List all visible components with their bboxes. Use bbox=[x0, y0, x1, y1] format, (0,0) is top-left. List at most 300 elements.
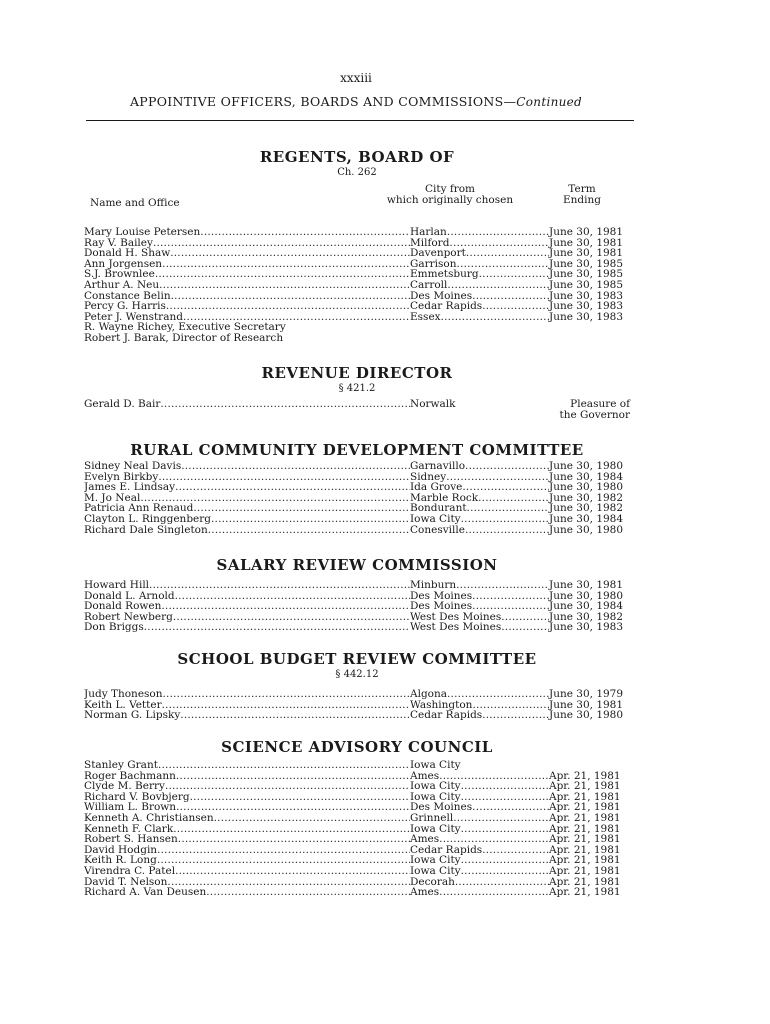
leader-dots bbox=[176, 771, 410, 782]
leader-dots bbox=[153, 238, 410, 249]
member-name: Richard Dale Singleton bbox=[84, 524, 208, 536]
member-city-cell bbox=[410, 312, 549, 323]
leader-dots bbox=[447, 689, 549, 700]
leader-dots bbox=[439, 887, 549, 898]
section-science-advisory bbox=[84, 738, 630, 898]
member-city-cell bbox=[410, 689, 549, 700]
member-term: June 30, 1981 bbox=[549, 698, 624, 711]
leader-dots bbox=[472, 591, 549, 602]
member-list bbox=[84, 760, 630, 898]
member-term: Apr. 21, 1981 bbox=[549, 875, 621, 888]
leader-dots bbox=[441, 312, 549, 323]
member-city: Ames bbox=[410, 834, 440, 845]
member-name-cell bbox=[84, 493, 410, 504]
member-city: Iowa City bbox=[410, 513, 461, 525]
member-name-cell bbox=[84, 248, 410, 259]
member-term: Apr. 21, 1981 bbox=[549, 769, 621, 782]
leader-dots bbox=[462, 482, 549, 493]
member-city-cell bbox=[410, 622, 549, 633]
member-city: Iowa City bbox=[410, 855, 461, 866]
member-term: Apr. 21, 1981 bbox=[549, 801, 621, 814]
member-city-cell bbox=[410, 525, 549, 536]
leader-dots bbox=[163, 689, 411, 700]
header-city bbox=[380, 184, 520, 206]
member-term: June 30, 1983 bbox=[549, 289, 624, 302]
member-name-cell bbox=[84, 845, 410, 856]
member-name-cell bbox=[84, 259, 410, 270]
member-name: Gerald D. Bair bbox=[84, 399, 161, 410]
member-term: June 30, 1980 bbox=[549, 460, 624, 472]
member-city-cell bbox=[410, 472, 549, 483]
leader-dots bbox=[165, 781, 410, 792]
member-name: Ray V. Bailey bbox=[84, 237, 153, 249]
leader-dots bbox=[501, 612, 549, 623]
leader-dots bbox=[149, 580, 410, 591]
leader-dots bbox=[472, 802, 549, 813]
member-name-cell bbox=[84, 525, 410, 536]
member-city: Minburn bbox=[410, 580, 457, 591]
member-name-cell bbox=[84, 580, 410, 591]
member-city: Iowa City bbox=[410, 760, 461, 771]
member-row bbox=[84, 399, 554, 410]
leader-dots bbox=[466, 248, 549, 259]
member-name-cell bbox=[84, 834, 410, 845]
member-city-cell bbox=[410, 301, 549, 312]
leader-dots bbox=[155, 269, 410, 280]
member-row bbox=[84, 227, 630, 238]
member-name-cell bbox=[84, 472, 410, 483]
member-term: Apr. 21, 1981 bbox=[549, 780, 621, 793]
member-list bbox=[84, 399, 630, 423]
member-city: West Des Moines bbox=[410, 611, 502, 623]
leader-dots bbox=[160, 399, 410, 410]
term-line2: the Governor bbox=[559, 409, 630, 421]
member-term: June 30, 1985 bbox=[549, 278, 624, 291]
member-city-cell bbox=[410, 591, 549, 602]
member-name: James E. Lindsay bbox=[84, 482, 176, 493]
member-name: Stanley Grant bbox=[84, 760, 158, 771]
leader-dots bbox=[472, 700, 549, 711]
member-term: June 30, 1981 bbox=[549, 236, 624, 249]
header-term bbox=[552, 184, 612, 206]
member-city-cell bbox=[410, 824, 549, 835]
member-name-cell bbox=[84, 280, 410, 291]
member-city-cell bbox=[410, 269, 549, 280]
member-name-cell bbox=[84, 781, 410, 792]
member-name-cell bbox=[84, 514, 410, 525]
leader-dots bbox=[461, 514, 549, 525]
leader-dots bbox=[447, 280, 549, 291]
member-name: David T. Nelson bbox=[84, 876, 168, 888]
section-salary-review bbox=[84, 556, 630, 633]
member-city: Iowa City bbox=[410, 865, 461, 877]
section-title: SCIENCE ADVISORY COUNCIL bbox=[221, 738, 493, 756]
member-city-cell bbox=[410, 700, 549, 711]
section-citation: § 421.2 bbox=[338, 383, 376, 394]
member-row bbox=[84, 514, 630, 525]
member-city-cell bbox=[410, 845, 549, 856]
member-row bbox=[84, 580, 630, 591]
leader-dots bbox=[439, 771, 549, 782]
leader-dots bbox=[453, 813, 549, 824]
member-row bbox=[84, 887, 630, 898]
section-title: RURAL COMMUNITY DEVELOPMENT COMMITTEE bbox=[130, 441, 584, 459]
leader-dots bbox=[472, 601, 549, 612]
member-name: Ann Jorgensen bbox=[84, 258, 163, 270]
leader-dots bbox=[449, 238, 549, 249]
member-city: Essex bbox=[410, 311, 441, 323]
section-title: REGENTS, BOARD OF bbox=[259, 148, 455, 166]
member-name-cell bbox=[84, 399, 410, 410]
member-name: Virendra C. Patel bbox=[84, 865, 176, 877]
member-list bbox=[84, 461, 630, 535]
member-city: Algona bbox=[410, 689, 448, 700]
member-city: Cedar Rapids bbox=[410, 844, 483, 856]
leader-dots bbox=[482, 845, 549, 856]
running-head-text: APPOINTIVE OFFICERS, BOARDS AND COMMISSIONS— bbox=[129, 94, 517, 109]
member-term: Apr. 21, 1981 bbox=[549, 790, 621, 803]
member-city-cell bbox=[410, 227, 549, 238]
member-city-cell bbox=[410, 612, 549, 623]
section-school-budget-review bbox=[84, 650, 630, 721]
leader-dots bbox=[181, 461, 410, 472]
member-city: Davenport bbox=[410, 248, 466, 259]
member-city-cell bbox=[410, 482, 549, 493]
member-name-cell bbox=[84, 771, 410, 782]
member-name-cell bbox=[84, 291, 410, 302]
member-city: Iowa City bbox=[410, 823, 461, 835]
member-city-cell bbox=[410, 781, 549, 792]
leader-dots bbox=[171, 291, 410, 302]
member-name-cell bbox=[84, 601, 410, 612]
section-title: SCHOOL BUDGET REVIEW COMMITTEE bbox=[177, 650, 537, 668]
leader-dots bbox=[465, 525, 549, 536]
member-name: William L. Brown bbox=[84, 802, 177, 813]
member-term: June 30, 1981 bbox=[549, 247, 624, 260]
member-city: Des Moines bbox=[410, 601, 473, 612]
member-term: June 30, 1985 bbox=[549, 257, 624, 270]
member-name: Percy G. Harris bbox=[84, 301, 166, 312]
member-name: Keith L. Vetter bbox=[84, 699, 162, 711]
member-name: Peter J. Wenstrand bbox=[84, 311, 183, 323]
header-term-line1: Term bbox=[568, 183, 596, 195]
staff-list bbox=[84, 322, 630, 343]
member-term: June 30, 1980 bbox=[549, 709, 624, 722]
member-city-cell bbox=[410, 601, 549, 612]
member-name-cell bbox=[84, 710, 410, 721]
member-city: Cedar Rapids bbox=[410, 301, 483, 312]
leader-dots bbox=[214, 813, 410, 824]
leader-dots bbox=[161, 601, 410, 612]
member-city: Washington bbox=[410, 699, 473, 711]
member-city: Conesville bbox=[410, 524, 465, 536]
leader-dots bbox=[479, 269, 549, 280]
member-city-cell bbox=[410, 834, 549, 845]
running-head bbox=[0, 94, 712, 109]
member-city-cell bbox=[410, 866, 549, 877]
member-name: Kenneth A. Christiansen bbox=[84, 812, 214, 824]
member-city: Decorah bbox=[410, 876, 455, 888]
member-name: Patricia Ann Renaud bbox=[84, 503, 194, 514]
member-city-cell bbox=[410, 887, 549, 898]
member-name: Howard Hill bbox=[84, 580, 150, 591]
member-name-cell bbox=[84, 591, 410, 602]
column-headers bbox=[84, 179, 630, 209]
member-city: West Des Moines bbox=[410, 622, 502, 633]
member-name-cell bbox=[84, 612, 410, 623]
member-name-cell bbox=[84, 813, 410, 824]
header-city-line2: which originally chosen bbox=[386, 194, 514, 206]
member-term: Apr. 21, 1981 bbox=[549, 822, 621, 835]
leader-dots bbox=[206, 887, 410, 898]
member-row bbox=[84, 461, 630, 472]
leader-dots bbox=[456, 580, 549, 591]
member-term: June 30, 1980 bbox=[549, 589, 624, 602]
leader-dots bbox=[167, 877, 410, 888]
member-city-cell bbox=[410, 503, 549, 514]
member-city: Ida Grove bbox=[410, 482, 463, 493]
member-term: Apr. 21, 1981 bbox=[549, 843, 621, 856]
leader-dots bbox=[166, 301, 410, 312]
member-city-cell bbox=[410, 461, 549, 472]
member-city: Des Moines bbox=[410, 590, 473, 602]
member-term: June 30, 1983 bbox=[549, 300, 624, 313]
leader-dots bbox=[482, 710, 549, 721]
member-row bbox=[84, 760, 630, 771]
member-term: June 30, 1983 bbox=[549, 310, 624, 323]
member-name: Roger Bachmann bbox=[84, 770, 176, 782]
member-name-cell bbox=[84, 855, 410, 866]
section-revenue-director bbox=[84, 364, 630, 423]
member-name: Norman G. Lipsky bbox=[84, 710, 181, 721]
member-name-cell bbox=[84, 238, 410, 249]
leader-dots bbox=[455, 877, 549, 888]
section-title: REVENUE DIRECTOR bbox=[261, 364, 453, 382]
member-term: June 30, 1984 bbox=[549, 600, 624, 613]
leader-dots bbox=[457, 259, 549, 270]
member-city: Des Moines bbox=[410, 802, 473, 813]
section-citation: Ch. 262 bbox=[337, 167, 377, 178]
member-city: Iowa City bbox=[410, 781, 461, 792]
member-term: June 30, 1982 bbox=[549, 610, 624, 623]
leader-dots bbox=[190, 792, 410, 803]
member-name: Don Briggs bbox=[84, 622, 144, 633]
member-name-cell bbox=[84, 227, 410, 238]
member-list bbox=[84, 580, 630, 633]
member-city-cell bbox=[410, 813, 549, 824]
member-city-cell bbox=[410, 259, 549, 270]
member-term: June 30, 1980 bbox=[549, 481, 624, 494]
member-name: David Hodgin bbox=[84, 844, 158, 856]
leader-dots bbox=[162, 259, 410, 270]
section-rural-community-development bbox=[84, 441, 630, 535]
leader-dots bbox=[158, 760, 410, 771]
leader-dots bbox=[158, 472, 410, 483]
member-city-cell bbox=[410, 802, 549, 813]
member-term: June 30, 1981 bbox=[549, 579, 624, 591]
member-name: Evelyn Birkby bbox=[84, 471, 159, 483]
page-number: xxxiii bbox=[340, 71, 372, 85]
member-list bbox=[84, 689, 630, 721]
member-city: Iowa City bbox=[410, 791, 461, 803]
member-name: Donald H. Shaw bbox=[84, 248, 171, 259]
member-term: June 30, 1981 bbox=[549, 226, 624, 238]
member-city: Garnavillo bbox=[410, 461, 466, 472]
header-term-line2: Ending bbox=[563, 194, 601, 206]
leader-dots bbox=[447, 227, 549, 238]
member-term: June 30, 1984 bbox=[549, 470, 624, 483]
leader-dots bbox=[157, 845, 410, 856]
staff-name: R. Wayne Richey, Executive Secretary bbox=[84, 321, 286, 334]
member-city-cell bbox=[410, 514, 549, 525]
leader-dots bbox=[173, 824, 410, 835]
member-name: Arthur A. Neu bbox=[84, 279, 160, 291]
leader-dots bbox=[159, 280, 410, 291]
member-row bbox=[84, 710, 630, 721]
header-city-line1: City from bbox=[424, 183, 476, 195]
member-name: Keith R. Long bbox=[84, 855, 157, 866]
leader-dots bbox=[157, 855, 410, 866]
section-citation: § 442.12 bbox=[335, 669, 379, 680]
member-name: Donald Rowen bbox=[84, 601, 162, 612]
member-name: Sidney Neal Davis bbox=[84, 461, 182, 472]
member-name: Mary Louise Petersen bbox=[84, 227, 201, 238]
member-term: June 30, 1979 bbox=[549, 688, 624, 700]
leader-dots bbox=[467, 503, 549, 514]
member-row bbox=[84, 622, 630, 633]
member-term: Apr. 21, 1981 bbox=[549, 886, 621, 899]
member-name-cell bbox=[84, 802, 410, 813]
member-name-cell bbox=[84, 866, 410, 877]
leader-dots bbox=[140, 493, 410, 504]
leader-dots bbox=[211, 514, 410, 525]
leader-dots bbox=[173, 612, 410, 623]
member-term: June 30, 1984 bbox=[549, 512, 624, 525]
member-name: M. Jo Neal bbox=[84, 492, 141, 504]
leader-dots bbox=[465, 461, 549, 472]
member-name-cell bbox=[84, 760, 410, 771]
member-city: Ames bbox=[410, 887, 440, 898]
member-name: Robert Newberg bbox=[84, 611, 173, 623]
staff-row bbox=[84, 333, 630, 344]
member-city: Marble Rock bbox=[410, 492, 479, 504]
member-city: Emmetsburg bbox=[410, 269, 479, 280]
leader-dots bbox=[472, 291, 549, 302]
leader-dots bbox=[200, 227, 410, 238]
member-name: Judy Thoneson bbox=[84, 689, 163, 700]
leader-dots bbox=[175, 591, 410, 602]
member-name: Richard V. Bovbjerg bbox=[84, 791, 190, 803]
member-term: Apr. 21, 1981 bbox=[549, 864, 621, 877]
leader-dots bbox=[446, 472, 549, 483]
leader-dots bbox=[478, 493, 549, 504]
member-name-cell bbox=[84, 482, 410, 493]
member-city-cell bbox=[410, 792, 549, 803]
member-name-cell bbox=[84, 792, 410, 803]
member-term: Apr. 21, 1981 bbox=[549, 833, 621, 846]
member-name-cell bbox=[84, 269, 410, 280]
member-term: Apr. 21, 1981 bbox=[549, 854, 621, 867]
member-row bbox=[84, 813, 630, 824]
term-line1: Pleasure of bbox=[570, 398, 630, 410]
member-city: Harlan bbox=[410, 227, 447, 238]
member-name-cell bbox=[84, 301, 410, 312]
section-title: SALARY REVIEW COMMISSION bbox=[216, 556, 498, 574]
member-city: Norwalk bbox=[410, 399, 456, 410]
member-term: June 30, 1982 bbox=[549, 491, 624, 504]
member-name-cell bbox=[84, 622, 410, 633]
member-name-cell bbox=[84, 877, 410, 888]
leader-dots bbox=[461, 824, 549, 835]
leader-dots bbox=[208, 525, 410, 536]
member-name: Donald L. Arnold bbox=[84, 590, 175, 602]
leader-dots bbox=[180, 710, 410, 721]
member-city: Cedar Rapids bbox=[410, 710, 483, 721]
member-city: Milford bbox=[410, 237, 450, 249]
member-city: Des Moines bbox=[410, 290, 473, 302]
member-name: Robert S. Hansen bbox=[84, 834, 178, 845]
member-term: June 30, 1982 bbox=[549, 502, 624, 515]
member-city: Ames bbox=[410, 770, 440, 782]
leader-dots bbox=[144, 622, 410, 633]
leader-dots bbox=[461, 781, 549, 792]
leader-dots bbox=[193, 503, 410, 514]
member-city: Grinnell bbox=[410, 812, 454, 824]
member-city: Garrison bbox=[410, 258, 457, 270]
leader-dots bbox=[482, 301, 549, 312]
leader-dots bbox=[175, 482, 410, 493]
leader-dots bbox=[162, 700, 410, 711]
header-rule bbox=[86, 120, 634, 121]
member-name: Kenneth F. Clark bbox=[84, 823, 174, 835]
leader-dots bbox=[176, 802, 410, 813]
member-city-cell bbox=[410, 493, 549, 504]
running-head-continued: Continued bbox=[516, 95, 583, 109]
member-city-cell bbox=[410, 291, 549, 302]
member-city-cell bbox=[410, 877, 549, 888]
member-row bbox=[84, 866, 630, 877]
member-city-cell bbox=[410, 580, 549, 591]
leader-dots bbox=[439, 834, 549, 845]
member-term bbox=[559, 399, 630, 421]
member-name-cell bbox=[84, 689, 410, 700]
member-name-cell bbox=[84, 700, 410, 711]
member-name: Clayton L. Ringgenberg bbox=[84, 513, 211, 525]
section-regents bbox=[84, 148, 630, 344]
member-term: June 30, 1985 bbox=[549, 268, 624, 281]
member-city-cell bbox=[410, 710, 549, 721]
member-term: Apr. 21, 1981 bbox=[549, 811, 621, 824]
member-city-cell bbox=[410, 399, 549, 410]
member-list bbox=[84, 227, 630, 322]
leader-dots bbox=[461, 855, 549, 866]
member-city: Bondurant bbox=[410, 503, 467, 514]
member-city-cell bbox=[410, 248, 549, 259]
member-name: Clyde M. Berry bbox=[84, 781, 165, 792]
leader-dots bbox=[461, 792, 549, 803]
leader-dots bbox=[175, 866, 410, 877]
member-name: Richard A. Van Deusen bbox=[84, 887, 207, 898]
member-city-cell bbox=[410, 855, 549, 866]
header-name-office: Name and Office bbox=[90, 197, 180, 209]
leader-dots bbox=[461, 866, 549, 877]
member-name-cell bbox=[84, 503, 410, 514]
leader-dots bbox=[178, 834, 410, 845]
leader-dots bbox=[170, 248, 410, 259]
member-city-cell bbox=[410, 280, 549, 291]
member-name: S.J. Brownlee bbox=[84, 269, 155, 280]
member-city-cell bbox=[410, 771, 549, 782]
